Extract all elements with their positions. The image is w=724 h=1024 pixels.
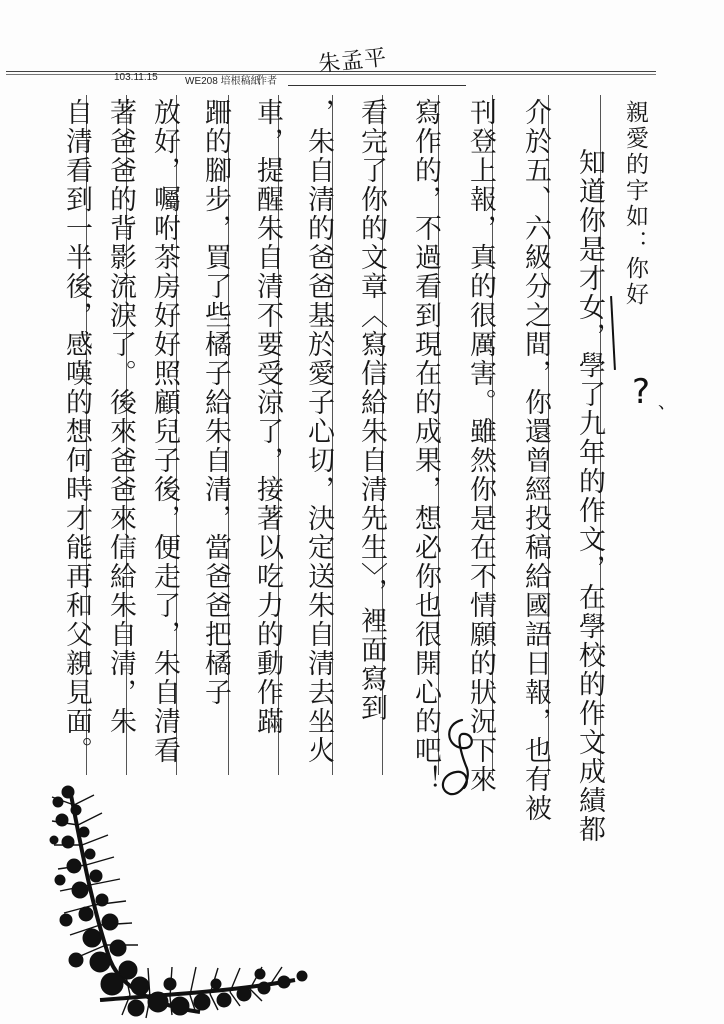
text-column-8: 跚的腳步，買了些橘子給朱自清，當爸爸把橘子 bbox=[200, 98, 231, 707]
text-column-1: 知道你是才女，學了九年的作文，在學校的作文成績都 bbox=[574, 148, 605, 844]
text-column-5: 看完了你的文章〈寫信給朱自清先生〉，裡面寫到 bbox=[356, 98, 387, 723]
text-column-2: 介於五、六級分之間，你還曾經投稿給國語日報，也有被 bbox=[520, 98, 551, 823]
header-paper-label: WE208 培根稿紙 bbox=[185, 76, 261, 87]
text-column-4: 寫作的，不過看到現在的成果，想必你也很開心的吧！ bbox=[410, 98, 441, 794]
text-column-7: 車，提醒朱自清不要受涼了，接著以吃力的動作蹣 bbox=[252, 98, 283, 736]
greeting-column: 親愛的宇如：你好 bbox=[622, 100, 648, 308]
text-column-3: 刊登上報，真的很厲害。雖然你是在不情願的狀況下來 bbox=[465, 98, 496, 794]
question-mark: ? bbox=[632, 372, 651, 412]
text-column-10: 著爸爸的背影流淚了。後來爸爸來信給朱自清，朱 bbox=[105, 98, 136, 736]
author-signature: 朱孟平 bbox=[317, 45, 389, 78]
text-column-9: 放好，囑咐茶房好好照顧兒子後，便走了，朱自清看 bbox=[149, 98, 180, 765]
pine-branch-decoration-icon bbox=[40, 780, 340, 1020]
tick-mark: 、 bbox=[658, 392, 676, 413]
header-author-label: 作者 bbox=[257, 76, 277, 87]
score-mark-icon bbox=[432, 712, 482, 807]
header-date: 103.11.15 bbox=[114, 72, 158, 83]
author-underline bbox=[288, 85, 466, 86]
text-column-6: ，朱自清的爸爸基於愛子心切，決定送朱自清去坐火 bbox=[303, 98, 334, 765]
text-column-11: 自清看到一半後，感嘆的想何時才能再和父親見面。 bbox=[61, 98, 92, 765]
